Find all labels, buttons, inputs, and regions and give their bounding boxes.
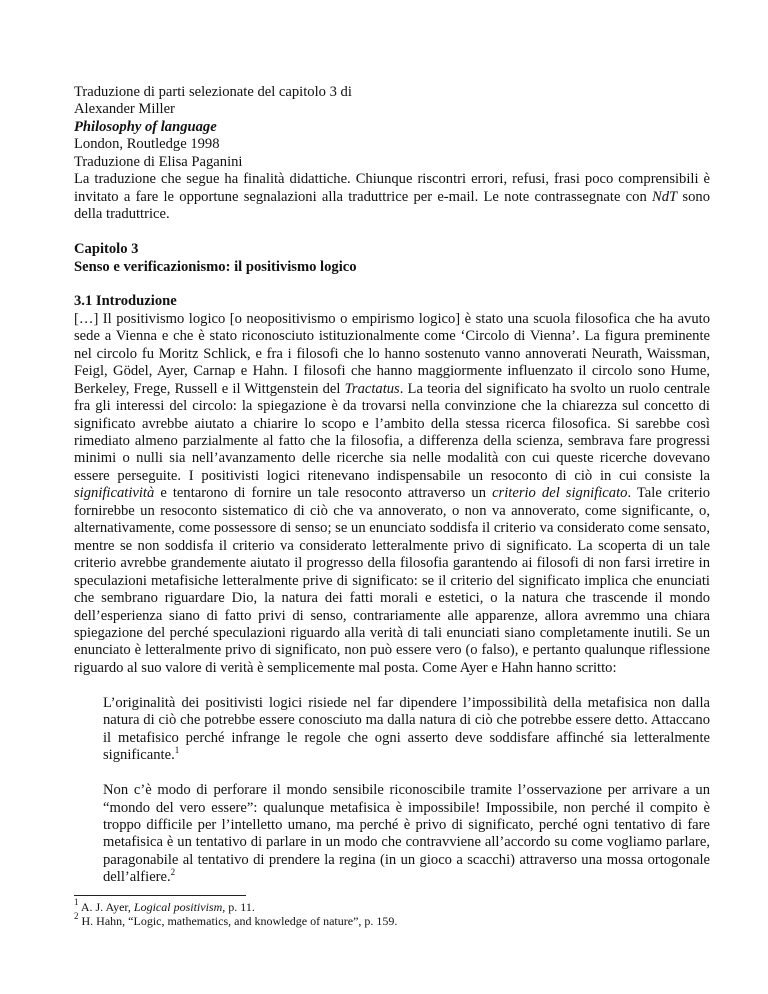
footnote-ref[interactable]: 1 [174,745,180,756]
section-heading: 3.1 Introduzione [74,293,177,310]
chapter-title: Senso e verificazionismo: il positivismo logico [74,258,357,275]
document-page [74,84,710,928]
footnote-divider [74,895,246,896]
body-paragraph: […] Il positivismo logico [o neopositivismo o empirismo logico] è stato una scuola filosofica che ha avuto sede a Vienna e che è stato riconosciuto istituzionalmente come ‘Circolo di Vienna’. La figura preminente nel circolo fu Moritz Schlick, e fra i filosofi che lo hanno sostenuto vanno annoverati Neurath, Waissman, Feigl, Gödel, Ayer, Carnap e Hahn. I filosofi che hanno maggiormente influenzato il circolo sono Hume, Berkeley, Frege, Russell e il Wittgenstein del Tractatus. La teoria del significato ha svolto un ruolo centrale fra gli interessi del circolo: la spiegazione è da trovarsi nella convinzione che la chiarezza sul concetto di significato avrebbe aiutato a chiarire lo scopo e l’ambito della stessa ricerca filosofica. Si sarebbe così rimediato almeno parzialmente al fatto che la filosofia, a differenza della scienza, sembrava fare progressi minimi o nulli sia nell’avanzamento delle ricerche sia nelle modalità con cui queste ricerche dovevano essere perseguite. I positivisti logici ritenevano indispensabile un resoconto di ciò in cui consiste la significatività e tentarono di fornire un tale resoconto attraverso un criterio del significato. Tale criterio fornirebbe un resoconto sistematico di ciò che va annoverato, o non va annoverato, come significante, o, alternativamente, come possessore di senso; se un enunciato soddisfa il criterio va considerato come sensato, mentre se non soddisfa il criterio va considerato letteralmente privo di significato. La scoperta di un tale criterio avrebbe grandemente aiutato il progresso della filosofia garantendo ai filosofi di non farsi irretire in speculazioni metafisiche letteralmente prive di significato: se il criterio del significato implica che enunciati che sembrano riguardare Dio, la natura dei fatti morali e estetici, o la natura che trascende il mondo dell’esperienza siano di fatto privi di senso, contrariamente alle apparenze, allora avremmo una chiara spiegazione del perché speculazioni riguardo alla verità di tali enunciati siano completamente inutili. Se un enunciato è letteralmente privo di significato, non può essere vero (o falso), e pertanto qualunque riflessione riguardo al suo valore di verità è semplicemente mal posta. Come Ayer e Hahn hanno scritto: [74,310,711,676]
block-quote-1: L’originalità dei positivisti logici risiede nel far dipendere l’impossibilità della metafisica non dalla natura di ciò che potrebbe essere conosciuto ma dalla natura di ciò che potrebbe essere detto. Attaccano il metafisico perché infrange le regole che ogni asserto deve soddisfare affinché sia letteralmente significante.$^1$ [103,694,710,764]
translator: Traduzione di Elisa Paganini [74,153,243,170]
chapter-label: Capitolo 3 [74,241,139,258]
footnote-1: $^1$ A. J. Ayer, Logical positivism, p. 11. [74,896,255,914]
footnote-2: $^2$ H. Hahn, “Logic, mathematics, and knowledge of nature”, p. 159. [74,910,398,928]
header-line: Traduzione di parti selezionate del capitolo 3 di [74,84,352,100]
book-title: Philosophy of language [74,118,217,135]
author-name: Alexander Miller [74,101,175,118]
translator-note: La traduzione che segue ha finalità didattiche. Chiunque riscontri errori, refusi, frasi poco comprensibili è invitato a fare le opportune segnalazioni alla traduttrice per e-mail. Le note contrassegnate con NdT sono della traduttrice. [74,171,710,223]
ndt-abbrev: NdT [652,188,678,205]
publisher: London, Routledge 1998 [74,136,220,153]
block-quote-2: Non c’è modo di perforare il mondo sensibile riconoscibile tramite l’osservazione per arrivare a un “mondo del vero essere”: qualunque metafisica è impossibile! Impossibile, non perché il compito è troppo difficile per l’intelletto umano, ma perché è privo di significato, perché ogni tentativo di fare metafisica è un tentativo di parlare in un modo che contravviene all’accordo su come vogliamo parlare, paragonabile al tentativo di prendere la regina (in un gioco a scacchi) attraverso una mossa ortogonale dell’alfiere.$^2$ [103,782,710,886]
footnote-ref[interactable]: 2 [170,867,176,878]
